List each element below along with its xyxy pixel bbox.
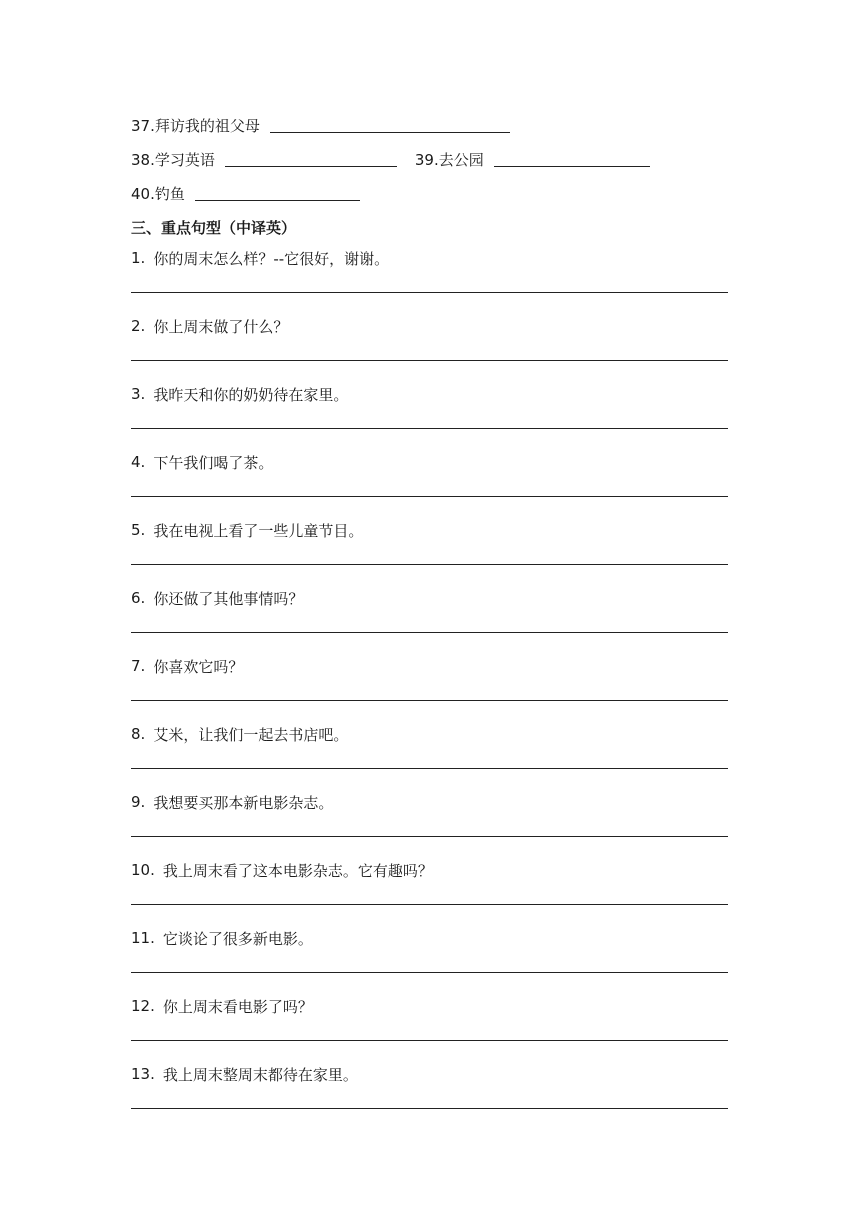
sentence-number: 10. [131, 861, 155, 879]
worksheet-content [131, 108, 728, 1128]
sentence-text: 艾米，让我们一起去书店吧。 [153, 725, 349, 744]
vocab-item-37 [131, 115, 528, 136]
answer-line[interactable] [131, 564, 728, 565]
sentence-number: 11. [131, 929, 155, 947]
answer-line[interactable] [131, 904, 728, 905]
answer-blank[interactable] [494, 152, 650, 167]
answer-line[interactable] [131, 292, 728, 293]
vocab-item-38 [131, 149, 415, 170]
answer-line[interactable] [131, 1108, 728, 1109]
sentence-text: 下午我们喝了茶。 [153, 453, 274, 472]
sentence-text: 我想要买那本新电影杂志。 [153, 793, 334, 812]
section-title: 三、重点句型（中译英） [131, 218, 297, 237]
sentence-number: 7. [131, 657, 146, 675]
answer-line[interactable] [131, 768, 728, 769]
sentence-item [131, 448, 728, 516]
sentence-item [131, 584, 728, 652]
sentence-text: 你喜欢它吗？ [153, 657, 244, 676]
sentence-text: 你还做了其他事情吗？ [153, 589, 304, 608]
sentence-text: 我上周末整周末都待在家里。 [162, 1065, 358, 1084]
sentence-number: 2. [131, 317, 146, 335]
sentence-number: 3. [131, 385, 146, 403]
vocab-label: 38.学习英语 [131, 150, 215, 169]
sentence-item [131, 1060, 728, 1128]
vocab-item-39 [415, 149, 668, 170]
answer-line[interactable] [131, 836, 728, 837]
sentence-item [131, 992, 728, 1060]
vocab-label: 40.钓鱼 [131, 184, 185, 203]
vocab-label: 37.拜访我的祖父母 [131, 116, 260, 135]
sentence-number: 4. [131, 453, 146, 471]
vocab-line-2 [131, 142, 728, 176]
answer-line[interactable] [131, 1040, 728, 1041]
answer-blank[interactable] [270, 118, 510, 133]
answer-blank[interactable] [195, 186, 360, 201]
sentence-text: 我昨天和你的奶奶待在家里。 [153, 385, 349, 404]
answer-line[interactable] [131, 360, 728, 361]
sentence-number: 13. [131, 1065, 155, 1083]
sentence-item [131, 516, 728, 584]
answer-blank[interactable] [225, 152, 397, 167]
sentence-text: 我在电视上看了一些儿童节目。 [153, 521, 364, 540]
answer-line[interactable] [131, 972, 728, 973]
sentence-item [131, 380, 728, 448]
answer-line[interactable] [131, 632, 728, 633]
answer-line[interactable] [131, 428, 728, 429]
sentence-item [131, 312, 728, 380]
sentence-text: 你的周末怎么样？--它很好，谢谢。 [153, 249, 390, 268]
sentence-number: 1. [131, 249, 146, 267]
vocab-line-3 [131, 176, 728, 210]
answer-line[interactable] [131, 700, 728, 701]
sentence-item [131, 788, 728, 856]
sentence-number: 12. [131, 997, 155, 1015]
answer-line[interactable] [131, 496, 728, 497]
sentence-number: 9. [131, 793, 146, 811]
sentence-number: 6. [131, 589, 146, 607]
sentence-item [131, 856, 728, 924]
sentence-text: 你上周末看电影了吗？ [162, 997, 313, 1016]
sentence-item [131, 924, 728, 992]
sentence-number: 5. [131, 521, 146, 539]
sentence-text: 它谈论了很多新电影。 [162, 929, 313, 948]
sentence-item [131, 720, 728, 788]
sentence-text: 我上周末看了这本电影杂志。它有趣吗？ [162, 861, 433, 880]
vocab-item-40 [131, 183, 378, 204]
sentence-item [131, 652, 728, 720]
sentence-number: 8. [131, 725, 146, 743]
sentence-item [131, 244, 728, 312]
sentence-text: 你上周末做了什么？ [153, 317, 289, 336]
vocab-line-1 [131, 108, 728, 142]
vocab-label: 39.去公园 [414, 150, 484, 169]
